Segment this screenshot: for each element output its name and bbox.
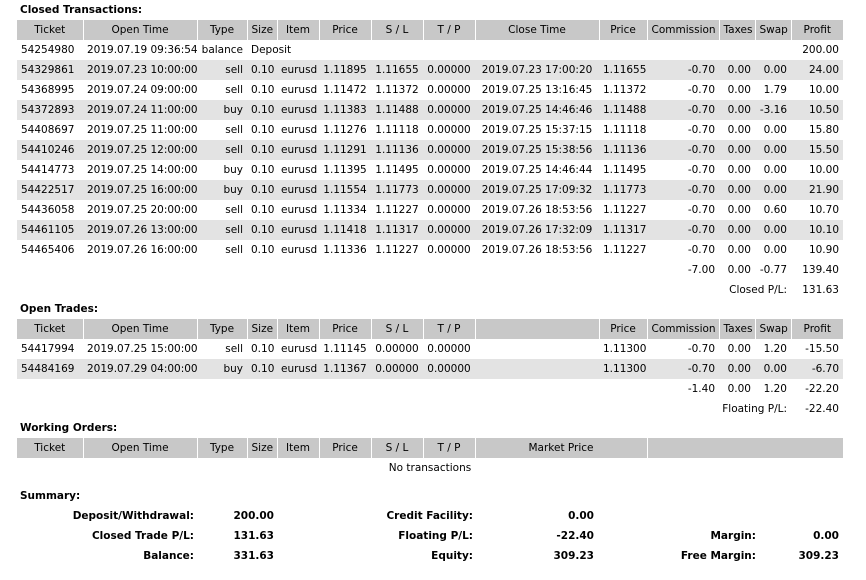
total-commission: -1.40 (687, 383, 715, 395)
cell-close-time: 2019.07.25 14:46:44 (481, 164, 593, 176)
cell-price: 1.11367 (319, 359, 371, 379)
cell-price: 1.11895 (319, 60, 371, 80)
cell-commission: -0.70 (687, 204, 715, 216)
cell-open-time: 2019.07.25 14:00:00 (87, 164, 198, 176)
cell-open-time: 2019.07.26 16:00:00 (87, 244, 198, 256)
cell-price: 1.11395 (323, 164, 367, 176)
cell-swap: 0.00 (755, 180, 791, 200)
cell-item: eurusd (277, 140, 319, 160)
cell-taxes: 0.00 (719, 100, 755, 120)
closed-transactions-title: Closed Transactions: (20, 4, 143, 16)
cell-profit: 15.50 (791, 140, 843, 160)
cell-commission: -0.70 (647, 180, 719, 200)
cell-size: 0.10 (251, 343, 275, 355)
cell-ticket: 54414773 (21, 164, 75, 176)
cell-profit: 21.90 (791, 180, 843, 200)
cell-type: sell (225, 204, 243, 216)
cell-open-time: 2019.07.29 04:00:00 (83, 359, 197, 379)
cell-type: sell (225, 343, 243, 355)
free-margin-label: Free Margin: (680, 550, 756, 562)
cell-type: sell (225, 124, 243, 136)
col-header-open-time: Open Time (83, 319, 197, 339)
col-header-close-price: Price (599, 319, 647, 339)
col-header-open-time: Open Time (83, 20, 197, 40)
cell-sl: 1.11495 (375, 164, 419, 176)
cell-profit: 10.00 (808, 164, 839, 176)
cell-tp: 0.00000 (423, 220, 475, 240)
cell-open-time: 2019.07.26 13:00:00 (83, 220, 197, 240)
col-header-taxes: Taxes (719, 20, 755, 40)
cell-commission: -0.70 (647, 60, 719, 80)
cell-swap: 0.00 (755, 359, 791, 379)
cell-ticket: 54417994 (21, 343, 75, 355)
cell-open-time: 2019.07.23 10:00:00 (83, 60, 197, 80)
cell-type: buy (197, 359, 247, 379)
cell-item: eurusd (281, 244, 318, 256)
col-header-tp: T / P (423, 20, 475, 40)
cell-sl: 1.11118 (375, 124, 419, 136)
col-header-sl: S / L (371, 20, 423, 40)
cell-close-time: 2019.07.25 15:38:56 (475, 140, 599, 160)
equity-value: 309.23 (553, 550, 594, 562)
cell-commission: -0.70 (687, 244, 715, 256)
cell-close-price: 1.11372 (603, 84, 647, 96)
col-header-type: Type (197, 438, 247, 458)
cell-taxes: 0.00 (727, 204, 751, 216)
cell-tp: 0.00000 (423, 140, 475, 160)
cell-type: sell (225, 244, 243, 256)
cell-taxes: 0.00 (727, 244, 751, 256)
total-swap: 1.20 (763, 383, 787, 395)
cell-taxes: 0.00 (719, 60, 755, 80)
col-header-price: Price (319, 438, 371, 458)
cell-price: 1.11554 (319, 180, 371, 200)
cell-taxes: 0.00 (727, 164, 751, 176)
cell-close-time: 2019.07.25 14:46:46 (475, 100, 599, 120)
cell-profit: 10.90 (808, 244, 839, 256)
cell-close-price: 1.11317 (599, 220, 647, 240)
cell-type: buy (223, 164, 243, 176)
total-commission: -7.00 (687, 264, 715, 276)
cell-taxes: 0.00 (727, 343, 751, 355)
cell-sl: 0.00000 (375, 343, 419, 355)
col-header-price: Price (319, 319, 371, 339)
credit-label: Credit Facility: (386, 510, 473, 522)
cell-close-price: 1.11227 (603, 244, 647, 256)
col-header-open-time: Open Time (83, 438, 197, 458)
cell-open-time: 2019.07.25 12:00:00 (83, 140, 197, 160)
cell-sl: 1.11773 (371, 180, 423, 200)
cell-taxes: 0.00 (719, 220, 755, 240)
col-header-profit: Profit (791, 319, 843, 339)
cell-tp: 0.00000 (427, 164, 471, 176)
cell-size: 0.10 (247, 100, 277, 120)
cell-tp: 0.00000 (427, 244, 471, 256)
margin-label: Margin: (710, 530, 756, 542)
cell-close-price: 1.11118 (603, 124, 647, 136)
cell-sl: 1.11317 (371, 220, 423, 240)
cell-swap: 0.00 (755, 140, 791, 160)
cell-open-time: 2019.07.25 20:00:00 (87, 204, 198, 216)
cell-ticket: 54484169 (17, 359, 83, 379)
cell-price: 1.11145 (323, 343, 367, 355)
closed-pl-value: 131.63 (802, 284, 839, 296)
cell-sl: 1.11372 (375, 84, 419, 96)
cell-taxes: 0.00 (727, 124, 751, 136)
col-header-item: Item (277, 20, 319, 40)
cell-price: 1.11336 (323, 244, 367, 256)
cell-ticket: 54465406 (21, 244, 75, 256)
col-header-commission: Commission (647, 20, 719, 40)
cell-item: eurusd (281, 343, 318, 355)
cell-type: sell (225, 84, 243, 96)
cell-price: 1.11291 (319, 140, 371, 160)
col-header-type: Type (197, 319, 247, 339)
cell-commission: -0.70 (647, 140, 719, 160)
open-trades-title: Open Trades: (20, 303, 99, 315)
cell-close-time: 2019.07.26 17:32:09 (475, 220, 599, 240)
cell-commission: -0.70 (687, 84, 715, 96)
cell-close-time: 2019.07.26 18:53:56 (481, 204, 593, 216)
cell-open-time: 2019.07.24 11:00:00 (83, 100, 197, 120)
cell-sl: 1.11227 (375, 244, 419, 256)
cell-open-time: 2019.07.25 16:00:00 (83, 180, 197, 200)
cell-swap: 0.00 (763, 164, 787, 176)
cell-price: 1.11276 (323, 124, 367, 136)
cell-open-time: 2019.07.25 15:00:00 (87, 343, 198, 355)
cell-size: 0.10 (247, 220, 277, 240)
cell-profit: 10.70 (808, 204, 839, 216)
cell-ticket: 54461105 (17, 220, 83, 240)
col-header-ticket: Ticket (17, 319, 83, 339)
cell-swap: 0.60 (763, 204, 787, 216)
cell-close-time: 2019.07.23 17:00:20 (475, 60, 599, 80)
cell-swap: 0.00 (755, 220, 791, 240)
cell-profit: -6.70 (791, 359, 843, 379)
col-header-close-price: Price (599, 20, 647, 40)
cell-profit: 10.10 (791, 220, 843, 240)
cell-size: 0.10 (247, 359, 277, 379)
cell-sl: 0.00000 (371, 359, 423, 379)
cell-item: eurusd (281, 124, 318, 136)
closed-pl-label: Closed P/L: (729, 284, 787, 296)
cell-commission: -0.70 (687, 164, 715, 176)
col-header-profit: Profit (791, 20, 843, 40)
col-header-sl: S / L (371, 319, 423, 339)
col-header-tp: T / P (423, 319, 475, 339)
cell-type: buy (197, 100, 247, 120)
cell-swap: 0.00 (763, 124, 787, 136)
cell-swap: 1.20 (763, 343, 787, 355)
cell-close-price: 1.11300 (603, 343, 647, 355)
cell-item: eurusd (277, 100, 319, 120)
cell-tp: 0.00000 (423, 359, 475, 379)
col-header-close-time: Close Time (475, 20, 599, 40)
cell-profit: 15.80 (808, 124, 839, 136)
cell-tp: 0.00000 (423, 60, 475, 80)
cell-size: 0.10 (251, 164, 275, 176)
cell-swap: 1.79 (763, 84, 787, 96)
cell-price: 1.11418 (319, 220, 371, 240)
col-header-close-time: Market Price (475, 438, 647, 458)
summary-floating-pl-label: Floating P/L: (398, 530, 473, 542)
cell-commission: -0.70 (647, 100, 719, 120)
total-profit: -22.20 (805, 383, 839, 395)
cell-taxes: 0.00 (719, 180, 755, 200)
cell-profit: 24.00 (791, 60, 843, 80)
deposit-value: 200.00 (233, 510, 274, 522)
cell-price: 1.11334 (323, 204, 367, 216)
cell-close-price: 1.11655 (599, 60, 647, 80)
cell-size: Deposit (251, 44, 292, 56)
cell-profit: 200.00 (802, 44, 839, 56)
cell-ticket: 54254980 (21, 44, 75, 56)
total-swap: -0.77 (759, 264, 787, 276)
cell-type: balance (201, 44, 243, 56)
cell-size: 0.10 (251, 84, 275, 96)
no-transactions-text: No transactions (388, 462, 472, 474)
cell-tp: 0.00000 (427, 84, 471, 96)
cell-size: 0.10 (247, 60, 277, 80)
col-header-price: Price (319, 20, 371, 40)
cell-open-time: 2019.07.24 09:00:00 (87, 84, 198, 96)
cell-price: 1.11383 (319, 100, 371, 120)
cell-close-price: 1.11300 (599, 359, 647, 379)
balance-value: 331.63 (233, 550, 274, 562)
cell-close-time: 2019.07.25 13:16:45 (481, 84, 593, 96)
cell-profit: 10.50 (791, 100, 843, 120)
col-header-item: Item (277, 319, 319, 339)
cell-tp: 0.00000 (423, 100, 475, 120)
col-header-size: Size (247, 438, 277, 458)
total-profit: 139.40 (802, 264, 839, 276)
deposit-label: Deposit/Withdrawal: (72, 510, 194, 522)
cell-size: 0.10 (251, 124, 275, 136)
cell-ticket: 54436058 (21, 204, 75, 216)
closed-trade-pl-value: 131.63 (233, 530, 274, 542)
cell-close-time: 2019.07.25 15:37:15 (481, 124, 593, 136)
cell-size: 0.10 (251, 244, 275, 256)
cell-type: buy (197, 180, 247, 200)
cell-sl: 1.11136 (371, 140, 423, 160)
cell-ticket: 54410246 (17, 140, 83, 160)
cell-close-time: 2019.07.26 18:53:56 (481, 244, 593, 256)
cell-size: 0.10 (251, 204, 275, 216)
cell-item: eurusd (277, 180, 319, 200)
cell-close-price: 1.11136 (599, 140, 647, 160)
cell-commission: -0.70 (647, 359, 719, 379)
col-header-ticket: Ticket (17, 20, 83, 40)
cell-item: eurusd (281, 164, 318, 176)
cell-taxes: 0.00 (719, 359, 755, 379)
cell-swap: 0.00 (763, 244, 787, 256)
cell-tp: 0.00000 (427, 343, 471, 355)
equity-label: Equity: (431, 550, 473, 562)
cell-close-price: 1.11227 (603, 204, 647, 216)
cell-item: eurusd (281, 84, 318, 96)
cell-item: eurusd (277, 60, 319, 80)
cell-item: eurusd (281, 204, 318, 216)
cell-ticket: 54408697 (21, 124, 75, 136)
col-header-taxes: Taxes (719, 319, 755, 339)
cell-sl: 1.11227 (375, 204, 419, 216)
col-header-type: Type (197, 20, 247, 40)
cell-profit: -15.50 (805, 343, 839, 355)
working-orders-title: Working Orders: (20, 422, 118, 434)
free-margin-value: 309.23 (798, 550, 839, 562)
cell-ticket: 54372893 (17, 100, 83, 120)
cell-commission: -0.70 (647, 220, 719, 240)
total-taxes: 0.00 (727, 264, 751, 276)
cell-swap: 0.00 (755, 60, 791, 80)
cell-ticket: 54422517 (17, 180, 83, 200)
cell-profit: 10.00 (808, 84, 839, 96)
cell-tp: 0.00000 (427, 124, 471, 136)
cell-tp: 0.00000 (427, 204, 471, 216)
balance-label: Balance: (143, 550, 194, 562)
cell-taxes: 0.00 (727, 84, 751, 96)
closed-trade-pl-label: Closed Trade P/L: (91, 530, 194, 542)
cell-sl: 1.11655 (371, 60, 423, 80)
cell-size: 0.10 (247, 140, 277, 160)
cell-size: 0.10 (247, 180, 277, 200)
cell-close-time: 2019.07.25 17:09:32 (475, 180, 599, 200)
cell-type: sell (197, 220, 247, 240)
cell-close-price: 1.11773 (599, 180, 647, 200)
col-header-swap: Swap (755, 20, 791, 40)
open-pl-value: -22.40 (805, 403, 839, 415)
open-pl-label: Floating P/L: (722, 403, 787, 415)
cell-swap: -3.16 (755, 100, 791, 120)
cell-item: eurusd (277, 220, 319, 240)
col-header-ticket: Ticket (17, 438, 83, 458)
cell-item: eurusd (277, 359, 319, 379)
col-header-item: Item (277, 438, 319, 458)
cell-commission: -0.70 (687, 124, 715, 136)
cell-taxes: 0.00 (719, 140, 755, 160)
cell-open-time: 2019.07.19 09:36:54 (87, 44, 198, 56)
cell-price: 1.11472 (323, 84, 367, 96)
credit-value: 0.00 (568, 510, 594, 522)
col-header-commission: Commission (647, 319, 719, 339)
cell-close-price: 1.11488 (599, 100, 647, 120)
cell-ticket: 54368995 (21, 84, 75, 96)
summary-title: Summary: (20, 490, 81, 502)
cell-commission: -0.70 (687, 343, 715, 355)
col-header-size: Size (247, 319, 277, 339)
margin-value: 0.00 (813, 530, 839, 542)
summary-floating-pl-value: -22.40 (556, 530, 594, 542)
cell-tp: 0.00000 (423, 180, 475, 200)
cell-ticket: 54329861 (17, 60, 83, 80)
col-header-tp: T / P (423, 438, 475, 458)
col-header-size: Size (247, 20, 277, 40)
total-taxes: 0.00 (727, 383, 751, 395)
cell-close-price: 1.11495 (603, 164, 647, 176)
cell-type: sell (197, 60, 247, 80)
col-header-swap: Swap (755, 319, 791, 339)
cell-open-time: 2019.07.25 11:00:00 (87, 124, 198, 136)
cell-sl: 1.11488 (371, 100, 423, 120)
cell-type: sell (197, 140, 247, 160)
col-header-sl: S / L (371, 438, 423, 458)
